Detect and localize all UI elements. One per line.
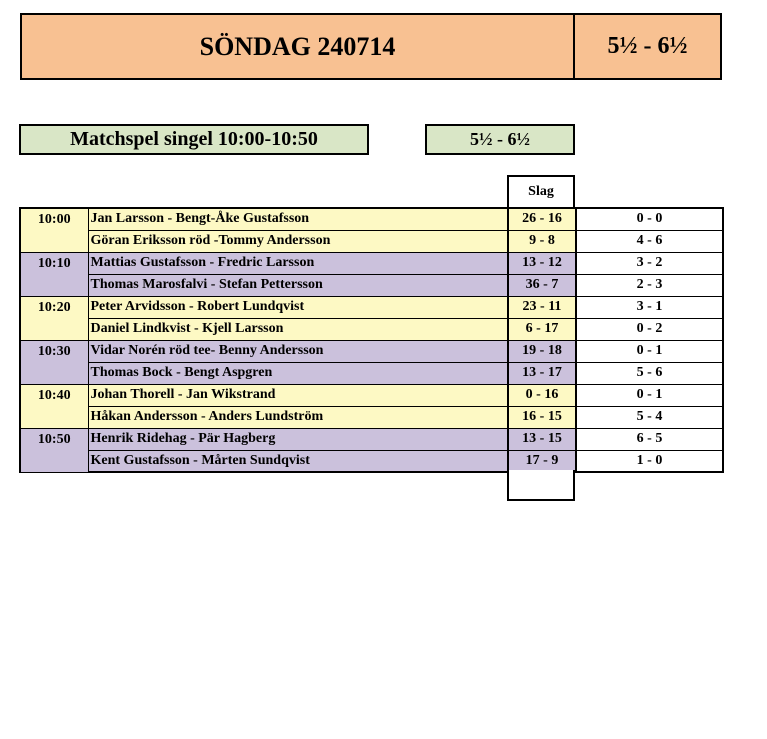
table-row [20, 362, 723, 384]
match-cell: Johan Thorell - Jan Wikstrand [88, 384, 508, 406]
slag-column-header: Slag [507, 175, 575, 207]
table-row [20, 406, 723, 428]
match-cell: Göran Eriksson röd -Tommy Andersson [88, 230, 508, 252]
match-cell: Daniel Lindkvist - Kjell Larsson [88, 318, 508, 340]
match-table [19, 207, 724, 473]
slag-cell: 13 - 17 [508, 362, 576, 384]
match-cell: Vidar Norén röd tee- Benny Andersson [88, 340, 508, 362]
time-cell: 10:10 [20, 252, 88, 296]
table-row [20, 208, 723, 230]
slag-cell: 13 - 12 [508, 252, 576, 274]
table-row [20, 252, 723, 274]
table-row [20, 450, 723, 472]
result-cell: 3 - 1 [576, 296, 723, 318]
slag-cell: 36 - 7 [508, 274, 576, 296]
table-row [20, 296, 723, 318]
slag-cell: 13 - 15 [508, 428, 576, 450]
time-cell: 10:50 [20, 428, 88, 472]
match-cell: Håkan Andersson - Anders Lundström [88, 406, 508, 428]
section-score: 5½ - 6½ [425, 124, 575, 155]
match-cell: Jan Larsson - Bengt-Åke Gustafsson [88, 208, 508, 230]
result-cell: 4 - 6 [576, 230, 723, 252]
slag-cell: 23 - 11 [508, 296, 576, 318]
match-cell: Henrik Ridehag - Pär Hagberg [88, 428, 508, 450]
table-row [20, 318, 723, 340]
match-cell: Kent Gustafsson - Mårten Sundqvist [88, 450, 508, 472]
slag-cell: 16 - 15 [508, 406, 576, 428]
slag-cell: 9 - 8 [508, 230, 576, 252]
page-title: SÖNDAG 240714 [20, 13, 575, 80]
result-cell: 0 - 0 [576, 208, 723, 230]
result-cell: 5 - 6 [576, 362, 723, 384]
result-cell: 6 - 5 [576, 428, 723, 450]
result-cell: 0 - 2 [576, 318, 723, 340]
result-cell: 5 - 4 [576, 406, 723, 428]
table-row [20, 428, 723, 450]
slag-cell: 19 - 18 [508, 340, 576, 362]
time-cell: 10:30 [20, 340, 88, 384]
match-cell: Mattias Gustafsson - Fredric Larsson [88, 252, 508, 274]
time-cell: 10:40 [20, 384, 88, 428]
match-cell: Peter Arvidsson - Robert Lundqvist [88, 296, 508, 318]
result-cell: 1 - 0 [576, 450, 723, 472]
slag-cell: 6 - 17 [508, 318, 576, 340]
result-cell: 0 - 1 [576, 384, 723, 406]
slag-cell: 17 - 9 [508, 450, 576, 472]
result-cell: 2 - 3 [576, 274, 723, 296]
match-cell: Thomas Bock - Bengt Aspgren [88, 362, 508, 384]
section-title: Matchspel singel 10:00-10:50 [19, 124, 369, 155]
result-cell: 3 - 2 [576, 252, 723, 274]
result-cell: 0 - 1 [576, 340, 723, 362]
table-row [20, 230, 723, 252]
slag-cell: 26 - 16 [508, 208, 576, 230]
slag-cell: 0 - 16 [508, 384, 576, 406]
time-cell: 10:20 [20, 296, 88, 340]
match-cell: Thomas Marosfalvi - Stefan Pettersson [88, 274, 508, 296]
table-row [20, 384, 723, 406]
slag-column-footer [507, 470, 575, 501]
total-score: 5½ - 6½ [573, 13, 722, 80]
time-cell: 10:00 [20, 208, 88, 252]
table-row [20, 274, 723, 296]
table-row [20, 340, 723, 362]
